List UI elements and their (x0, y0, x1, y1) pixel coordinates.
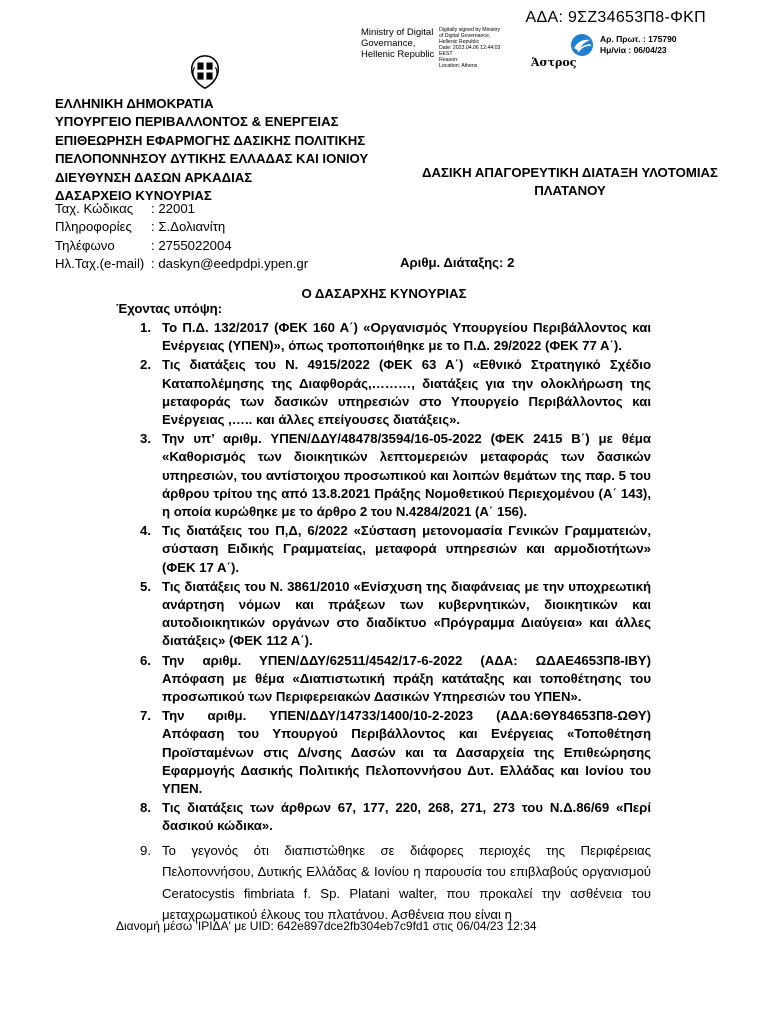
issuer-header (55, 95, 368, 205)
item-text: Την αριθμ. ΥΠΕΝ/ΔΔΥ/14733/1400/10-2-2023 (ΑΔΑ:6ΘΥ84653Π8-ΩΘΥ) Απόφαση του Υπουργού Περιβάλλοντος και Ενέργειας «Τοποθέτηση Προϊσταμένων στις Δ/νσης Δασών και τα Δασαρχεία της Επιθεώρησης Εφαρμογής Δασικής Πολιτικής Πελοποννήσου Δυτ. Ελλάδας και Ιονίου του ΥΠΕΝ. (162, 708, 651, 797)
contact-email: : daskyn@eedpdpi.ypen.gr (151, 256, 309, 272)
distribution-footer: Διανομή μέσω 'ΙΡΙΔΑ' με UID: 642e897dce2fb304eb7c9fd1 στις 06/04/23 12:34 (116, 919, 537, 933)
decision-number: Αριθμ. Διάταξης: 2 (400, 255, 515, 270)
list-item (116, 799, 651, 835)
handwritten-location: Άστρος (531, 56, 577, 69)
document-title: ΔΑΣΙΚΗ ΑΠΑΓΟΡΕΥΤΙΚΗ ΔΙΑΤΑΞΗ ΥΛΟΤΟΜΙΑΣ ΠΛΑΤΑΝΟΥ (422, 165, 718, 199)
list-item (116, 356, 651, 429)
protocol-lines (600, 34, 677, 56)
greek-coat-of-arms-icon (186, 53, 224, 91)
contact-label: Ηλ.Ταχ.(e-mail) (55, 256, 145, 272)
document-management-logo-icon (570, 33, 594, 57)
contact-row (55, 255, 308, 273)
signature-details: Digitally signed by Ministry of Digital Governance, Hellenic Republic Date: 2023.04.06 12:44:03 EEST Reason: Location: Athens (439, 27, 501, 69)
item-number: 3. (140, 431, 151, 447)
header-line: ΥΠΟΥΡΓΕΙΟ ΠΕΡΙΒΑΛΛΟΝΤΟΣ & ΕΝΕΡΓΕΙΑΣ (55, 114, 339, 130)
item-text: Το Π.Δ. 132/2017 (ΦΕΚ 160 Α΄) «Οργανισμός Υπουργείου Περιβάλλοντος και Ενέργειας (ΥΠΕΝ)», όπως τροποποιήθηκε με το Π.Δ. 29/2022 (ΦΕΚ 77 Α΄). (162, 320, 651, 354)
list-item (116, 840, 651, 926)
contact-value: : 22001 (151, 201, 195, 216)
signature-organization: Ministry of Digital Governance, Hellenic Republic (361, 27, 435, 60)
header-line: ΕΠΙΘΕΩΡΗΣΗ ΕΦΑΡΜΟΓΗΣ ΔΑΣΙΚΗΣ ΠΟΛΙΤΙΚΗΣ (55, 132, 366, 148)
contact-value: : 2755022004 (151, 237, 232, 253)
ada-code: ΑΔΑ: 9ΣΖ34653Π8-ΦΚΠ (525, 9, 706, 26)
header-line: ΠΕΛΟΠΟΝΝΗΣΟΥ ΔΥΤΙΚΗΣ ΕΛΛΑΔΑΣ ΚΑΙ ΙΟΝΙΟΥ (55, 151, 369, 167)
contact-value: : Σ.Δολιανίτη (151, 219, 226, 235)
contact-row (55, 200, 308, 218)
contact-label: Ταχ. Κώδικας (55, 201, 134, 216)
item-number: 6. (140, 652, 151, 668)
protocol-date: Ημ/νία : 06/04/23 (600, 45, 667, 55)
item-text: Το γεγονός ότι διαπιστώθηκε σε διάφορες περιοχές της Περιφέρειας Πελοποννήσου, Δυτικής Ελλάδας & Ιονίου η παρουσία του επιβλαβούς οργανισμού Ceratocystis fimbriata f. Sp. Platani walter, που προκαλεί την ασθένεια του μεταχρωματικού έλκους του πλατάνου. Ασθένεια που είναι η (162, 842, 651, 923)
list-item (116, 430, 651, 521)
contact-label: Τηλέφωνο (55, 237, 115, 253)
contact-label: Πληροφορίες (55, 219, 132, 235)
issuing-authority: Ο ΔΑΣΑΡΧΗΣ ΚΥΝΟΥΡΙΑΣ (301, 286, 467, 301)
header-line: ΕΛΛΗΝΙΚΗ ΔΗΜΟΚΡΑΤΙΑ (55, 96, 214, 111)
item-text: Τις διατάξεις του Π,Δ, 6/2022 «Σύσταση μετονομασία Γενικών Γραμματειών, σύσταση Ειδικής Γραμματείας, μεταφορά υπηρεσιών και αρμοδιοτήτων» (ΦΕΚ 17 Α΄). (162, 523, 651, 575)
item-text: Την αριθμ. ΥΠΕΝ/ΔΔΥ/62511/4542/17-6-2022 (ΑΔΑ: ΩΔΑΕ4653Π8-ΙΒΥ) Απόφαση με θέμα «Διαπιστωτική πράξη κατάταξης και τοποθέτησης του προσωπικού των Περιφερειακών Δασικών Υπηρεσιών του ΥΠΕΝ». (162, 652, 651, 705)
header-line: ΔΑΣΑΡΧΕΙΟ ΚΥΝΟΥΡΙΑΣ (55, 188, 212, 204)
item-text: Τις διατάξεις των άρθρων 67, 177, 220, 268, 271, 273 του Ν.Δ.86/69 «Περί δασικού κώδικα». (162, 800, 651, 834)
considerations-list (116, 319, 651, 927)
contact-block (55, 200, 308, 274)
header-line: ΔΙΕΥΘΥΝΣΗ ΔΑΣΩΝ ΑΡΚΑΔΙΑΣ (55, 169, 253, 185)
item-number: 2. (140, 357, 151, 373)
item-text: Τις διατάξεις του Ν. 4915/2022 (ΦΕΚ 63 Α΄) «Εθνικό Στρατηγικό Σχέδιο Καταπολέμησης της Διαφθοράς,………, διατάξεις για την ολοκλήρωση της μεταφοράς των δασικών υπηρεσιών στο Υπουργείο Περιβάλλοντος και Ενέργειας ,….. και άλλες επείγουσες διατάξεις». (162, 357, 651, 428)
contact-row (55, 237, 308, 255)
list-item (116, 652, 651, 707)
contact-row (55, 218, 308, 236)
item-number: 9. (140, 842, 151, 858)
list-item (116, 707, 651, 798)
item-text: Τις διατάξεις του Ν. 3861/2010 «Ενίσχυση της διαφάνειας με την υποχρεωτική ανάρτηση νόμων και πράξεων των κυβερνητικών, διοικητικών και αυτοδιοικητικών οργάνων στο διαδίκτυο «Πρόγραμμα Διαύγεια» και άλλες διατάξεις» (ΦΕΚ 112 Α΄). (162, 578, 651, 649)
list-item (116, 319, 651, 355)
having-regard-heading: Έχοντας υπόψη: (116, 301, 223, 316)
list-item (116, 522, 651, 577)
item-number: 1. (140, 320, 151, 335)
list-item (116, 578, 651, 651)
protocol-stamp (570, 29, 730, 77)
item-text: Την υπ’ αριθμ. ΥΠΕΝ/ΔΔΥ/48478/3594/16-05-2022 (ΦΕΚ 2415 Β΄) με θέμα «Καθορισμός των διοικητικών λεπτομερειών μεταφοράς των δασικών υπηρεσιών, του αντίστοιχου προσωπικού και λοιπών θεμάτων της παρ. 5 του άρθρου τρίτου της από 13.8.2021 Πράξης Νομοθετικού Περιεχομένου (Α΄ 143), η οποία κυρώθηκε με το άρθρο 2 του Ν.4284/2021 (Α΄ 156). (162, 431, 651, 520)
item-number: 4. (140, 523, 151, 539)
item-number: 5. (140, 578, 151, 594)
protocol-number: Αρ. Πρωτ. : 175790 (600, 34, 677, 44)
item-number: 7. (140, 708, 151, 724)
item-number: 8. (140, 800, 151, 816)
